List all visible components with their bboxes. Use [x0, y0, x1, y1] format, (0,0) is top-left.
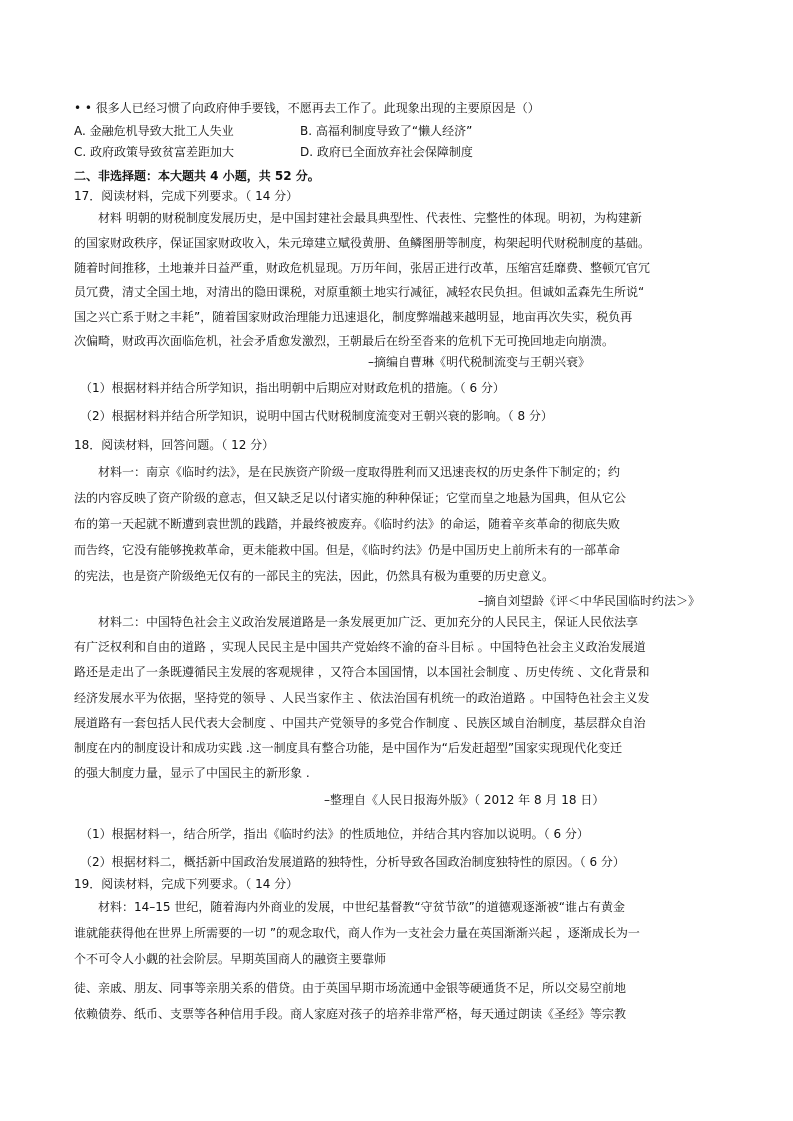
q18-material2-line: 路还是走出了一条既遵循民主发展的客观规律 ，又符合本国国情，以本国社会制度 、历史传统 、文化背景和: [74, 665, 650, 679]
question-16-stem: • • 很多人已经习惯了向政府伸手要钱，不愿再去工作了。此现象出现的主要原因是（）: [74, 101, 540, 115]
q18-material1-line: 材料一：南京《临时约法》，是在民族资产阶级一度取得胜利而又迅速丧权的历史条件下制定的；约: [98, 465, 621, 479]
q18-source-1: –摘自刘望龄《评＜中华民国临时约法＞》: [478, 594, 701, 608]
q18-material2-line: 有广泛权利和自由的道路 ，实现人民民主是中国共产党始终不渝的奋斗目标 。中国特色社会主义政治发展道: [74, 640, 646, 654]
question-19-title: 19．阅读材料，完成下列要求。（ 14 分）: [74, 877, 299, 891]
q18-source-2: –整理自《人民日报海外版》（ 2012 年 8 月 18 日）: [324, 793, 605, 807]
q18-subquestion-1: （1）根据材料一，结合所学，指出《临时约法》的性质地位，并结合其内容加以说明。（ 6 分）: [80, 827, 589, 841]
option-d: D. 政府已全面放弃社会保障制度: [300, 145, 473, 159]
q19-material-line: 个不可令人小觑的社会阶层。早期英国商人的融资主要靠师: [74, 952, 387, 966]
q17-material-line: 员冗费，清丈全国土地，对清出的隐田课税，对原重额土地实行减征，减轻农民负担。但诚如孟森先生所说“: [74, 285, 645, 299]
q19-material-line: 谁就能获得他在世界上所需要的一切 ”的观念取代，商人作为一支社会力量在英国渐渐兴起 ，逐渐成长为一: [74, 926, 640, 940]
option-a: A. 金融危机导致大批工人失业: [74, 124, 234, 138]
q18-material2-line: 经济发展水平为依据，坚持党的领导 、人民当家作主 、依法治国有机统一的政治道路 。中国特色社会主义发: [74, 691, 650, 705]
q17-source: –摘编自曹琳《明代税制流变与王朝兴衰》: [368, 355, 591, 369]
q19-material-line: 依赖债券、纸币、支票等各种信用手段。商人家庭对孩子的培养非常严格，每天通过朗读《圣经》等宗教: [74, 1007, 627, 1021]
q17-material-line: 国之兴亡系于财之丰耗”，随着国家财政治理能力迅速退化，制度弊端越来越明显，地亩再次失实，税负再: [74, 310, 633, 324]
q19-material-line: 徒、亲戚、朋友、同事等亲朋关系的借贷。由于英国早期市场流通中金银等硬通货不足，所以交易空前地: [74, 981, 627, 995]
q18-material1-line: 而告终，它没有能够挽救革命，更未能救中国。但是，《临时约法》仍是中国历史上前所未有的一部革命: [74, 543, 621, 557]
q18-material2-line: 材料二：中国特色社会主义政治发展道路是一条发展更加广泛、更加充分的人民民主，保证人民依法享: [98, 615, 639, 629]
q18-material1-line: 布的第一天起就不断遭到袁世凯的践踏，并最终被废弃。《临时约法》的命运，随着辛亥革命的彻底失败: [74, 517, 621, 531]
question-17-title: 17．阅读材料，完成下列要求。（ 14 分）: [74, 189, 299, 203]
q18-material2-line: 的强大制度力量，显示了中国民主的新形象 .: [74, 766, 310, 780]
q17-material-line: 的国家财政秩序，保证国家财政收入，朱元璋建立赋役黄册、鱼鳞图册等制度，构架起明代财税制度的基础。: [74, 236, 651, 250]
question-18-title: 18．阅读材料，回答问题。（ 12 分）: [74, 438, 275, 452]
option-b: B. 高福利制度导致了“懒人经济”: [300, 124, 473, 138]
q18-material1-line: 法的内容反映了资产阶级的意志，但又缺乏足以付诸实施的种种保证；它堂而皇之地悬为国典，但从它公: [74, 491, 627, 505]
q19-material-line: 材料：14–15 世纪，随着海内外商业的发展，中世纪基督教“守贫节欲”的道德观逐渐被“谁占有黄金: [98, 900, 626, 914]
q18-material2-line: 制度在内的制度设计和成功实践 .这一制度具有整合功能，是中国作为“后发赶超型”国家实现现代化变迁: [74, 741, 623, 755]
section-heading: 二、非选择题：本大题共 4 小题，共 52 分。: [74, 169, 320, 183]
option-c: C. 政府政策导致贫富差距加大: [74, 145, 235, 159]
q17-material-line: 随着时间推移，土地兼并日益严重，财政危机显现。万历年间，张居正进行改革，压缩宫廷靡费、整顿冗官冗: [74, 261, 651, 275]
q18-material2-line: 展道路有一套包括人民代表大会制度 、中国共产党领导的多党合作制度 、民族区域自治制度，基层群众自治: [74, 716, 646, 730]
q17-subquestion-2: （2）根据材料并结合所学知识，说明中国古代财税制度流变对王朝兴衰的影响。（ 8 分）: [80, 409, 553, 423]
q18-subquestion-2: （2）根据材料二，概括新中国政治发展道路的独特性，分析导致各国政治制度独特性的原因。（ 6 分）: [80, 855, 625, 869]
q18-material1-line: 的宪法，也是资产阶级绝无仅有的一部民主的宪法，因此，仍然具有极为重要的历史意义。: [74, 569, 555, 583]
q17-material-line: 材料 明朝的财税制度发展历史，是中国封建社会最具典型性、代表性、完整性的体现。明初，为构建新: [98, 211, 642, 225]
q17-material-line: 次偏畸，财政再次面临危机，社会矛盾愈发激烈，王朝最后在纷至沓来的危机下无可挽回地走向崩溃。: [74, 334, 615, 348]
q17-subquestion-1: （1）根据材料并结合所学知识，指出明朝中后期应对财政危机的措施。（ 6 分）: [80, 381, 505, 395]
